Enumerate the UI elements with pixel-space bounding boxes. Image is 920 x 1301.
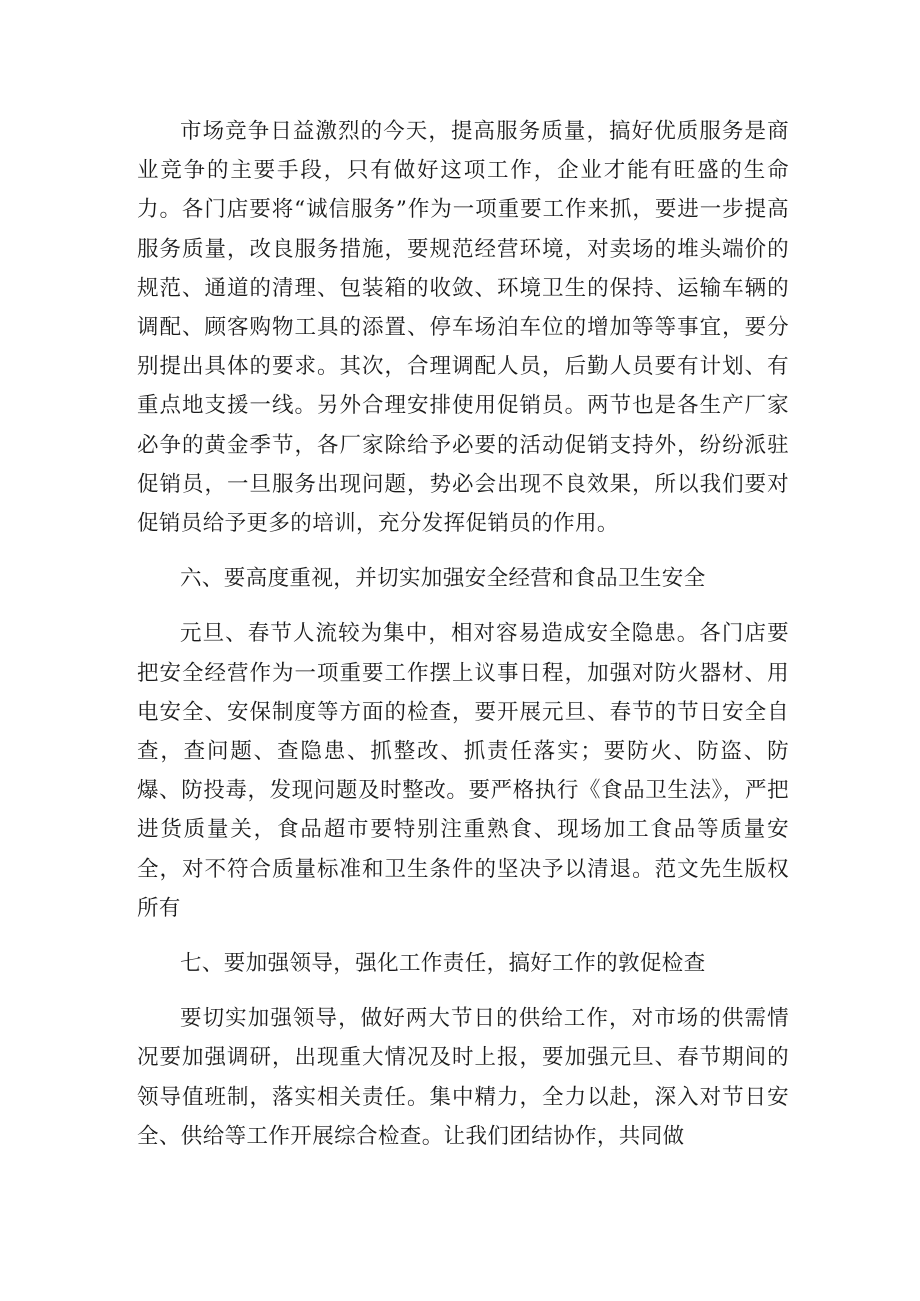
section-heading-seven: 七、要加强领导，强化工作责任，搞好工作的敦促检查 bbox=[180, 951, 706, 977]
paragraph-safety: 元旦、春节人流较为集中，相对容易造成安全隐患。各门店要把安全经营作为一项重要工作摆上议事日程，加强对防火器材、用电安全、安保制度等方面的检查，要开展元旦、春节的节日安全自查，查问题、查隐患、抓整改、抓责任落实；要防火、防盗、防爆、防投毒，发现问题及时整改。要严格执行《食品卫生法》，严把进货质量关，食品超市要特别注重熟食、现场加工食品等质量安全，对不符合质量标准和卫生条件的坚决予以清退。范文先生版权所有 bbox=[137, 621, 789, 921]
paragraph-leadership: 要切实加强领导，做好两大节日的供给工作，对市场的供需情况要加强调研，出现重大情况及时上报，要加强元旦、春节期间的领导值班制，落实相关责任。集中精力，全力以赴，深入对节日安全、供给等工作开展综合检查。让我们团结协作，共同做 bbox=[137, 1006, 789, 1149]
paragraph-service-quality: 市场竞争日益激烈的今天，提高服务质量，搞好优质服务是商业竞争的主要手段，只有做好这项工作，企业才能有旺盛的生命力。各门店要将“诚信服务”作为一项重要工作来抓，要进一步提高服务质量，改良服务措施，要规范经营环境，对卖场的堆头端价的规范、通道的清理、包装箱的收敛、环境卫生的保持、运输车辆的调配、顾客购物工具的添置、停车场泊车位的增加等等事宜，要分别提出具体的要求。其次，合理调配人员，后勤人员要有计划、有重点地支援一线。另外合理安排使用促销员。两节也是各生产厂家必争的黄金季节，各厂家除给予必要的活动促销支持外，纷纷派驻促销员，一旦服务出现问题，势必会出现不良效果，所以我们要对促销员给予更多的培训，充分发挥促销员的作用。 bbox=[137, 119, 789, 537]
section-heading-six: 六、要高度重视，并切实加强安全经营和食品卫生安全 bbox=[180, 566, 706, 592]
document-page bbox=[137, 112, 789, 1156]
